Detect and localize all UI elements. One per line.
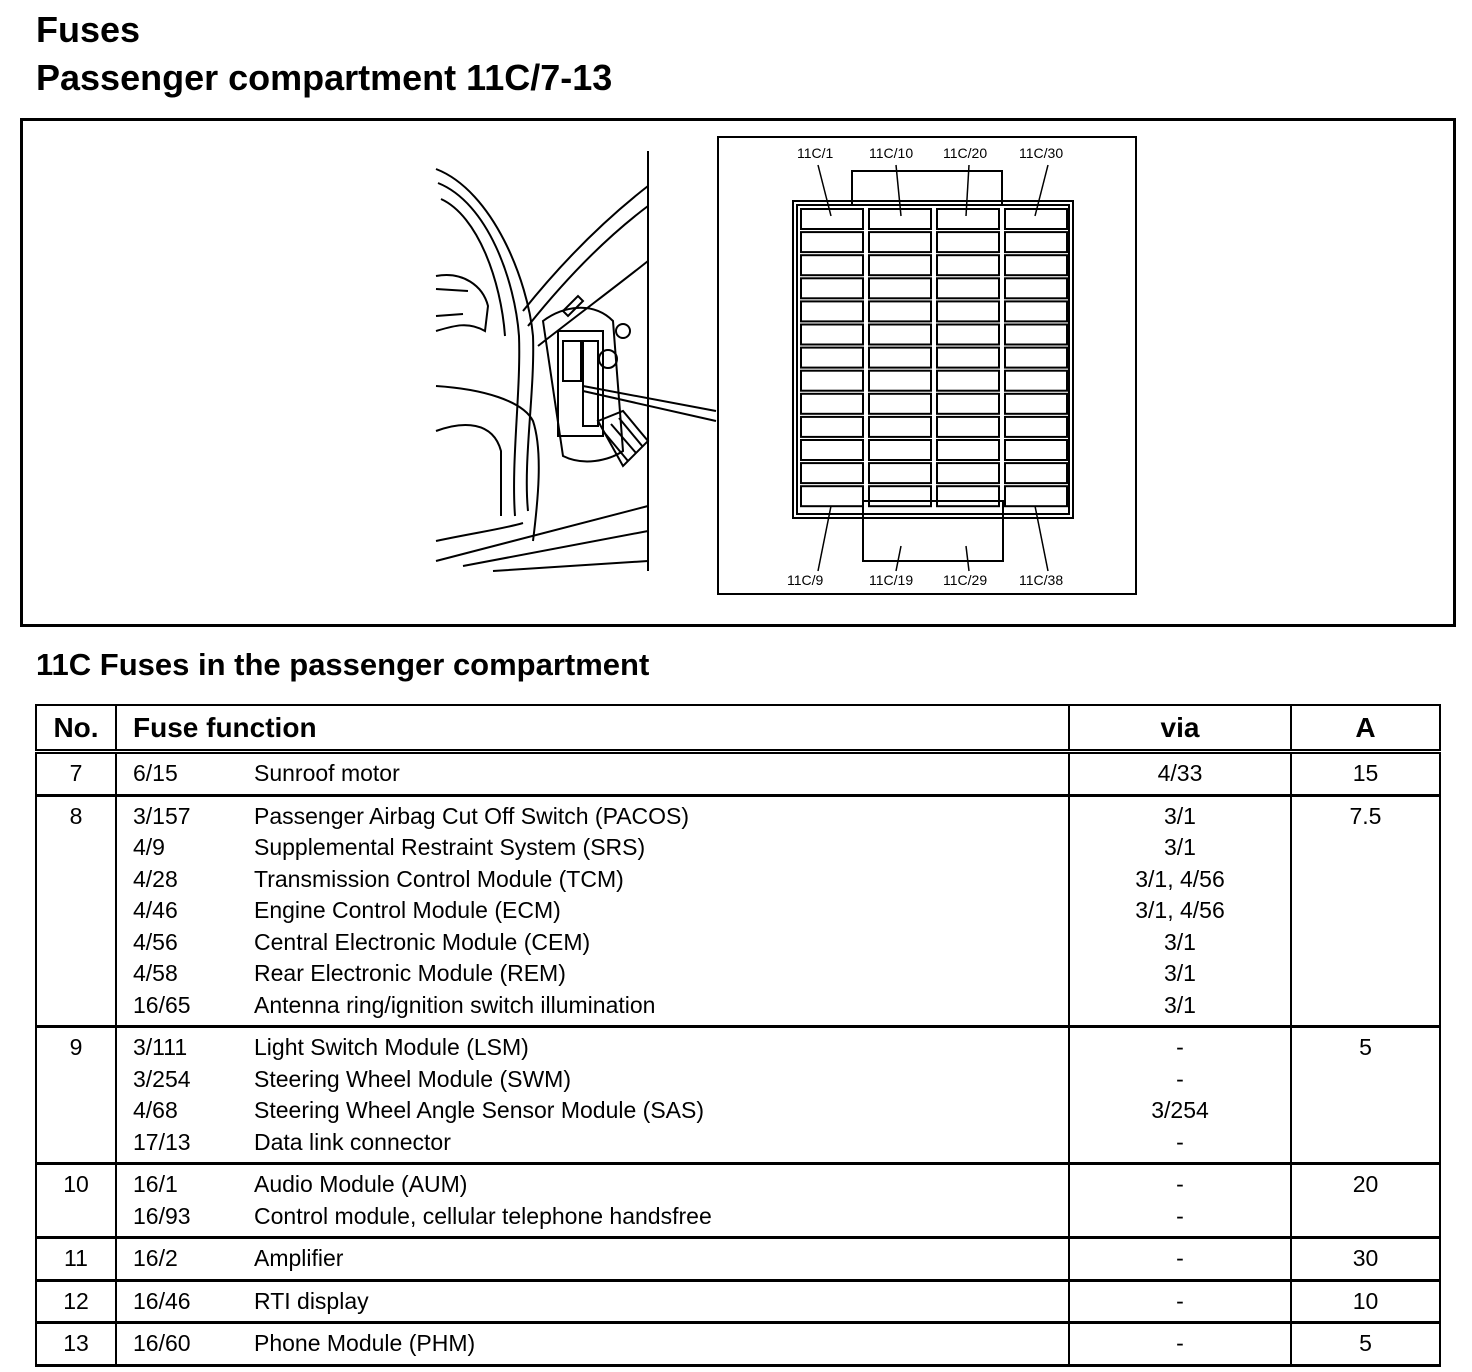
fuse-slot bbox=[1005, 301, 1067, 321]
fuse-slot bbox=[869, 301, 931, 321]
fuse-slot bbox=[937, 255, 999, 275]
component-code: 3/111 bbox=[133, 1034, 188, 1060]
table-row bbox=[36, 1238, 1440, 1281]
fuse-via bbox=[1069, 752, 1291, 796]
component-code: 3/157 bbox=[133, 802, 191, 829]
component-description: Light Switch Module (LSM) bbox=[254, 1034, 529, 1060]
fuse-function bbox=[116, 752, 1069, 796]
fuse-slot bbox=[801, 325, 863, 345]
fuse-number: 11 bbox=[36, 1238, 116, 1281]
component-description: RTI display bbox=[254, 1287, 369, 1314]
component-code: 4/28 bbox=[133, 865, 178, 892]
fuse-slot bbox=[801, 301, 863, 321]
fuse-slot bbox=[1005, 486, 1067, 506]
function-item bbox=[117, 1201, 1068, 1233]
component-code: 17/13 bbox=[133, 1128, 191, 1155]
fuse-slot bbox=[801, 394, 863, 414]
component-description: Central Electronic Module (CEM) bbox=[254, 928, 591, 955]
function-item bbox=[117, 1328, 1068, 1360]
table-row bbox=[36, 1164, 1440, 1238]
fuse-slot bbox=[937, 440, 999, 460]
component-description: Rear Electronic Module (REM) bbox=[254, 960, 566, 986]
column-header-amps: A bbox=[1291, 705, 1440, 752]
fuse-slot bbox=[869, 394, 931, 414]
component-description: Transmission Control Module (TCM) bbox=[254, 865, 624, 892]
table-row bbox=[36, 752, 1440, 796]
fuse-grid bbox=[801, 209, 1067, 506]
function-item bbox=[117, 927, 1068, 959]
fuse-slot bbox=[1005, 394, 1067, 414]
fuse-slot bbox=[869, 278, 931, 298]
component-description: Steering Wheel Angle Sensor Module (SAS) bbox=[254, 1097, 705, 1123]
function-item bbox=[117, 1095, 1068, 1127]
component-code: 4/56 bbox=[133, 928, 178, 955]
component-description: Amplifier bbox=[254, 1245, 344, 1271]
via-value: 3/254 bbox=[1151, 1097, 1209, 1123]
fuse-slot bbox=[869, 232, 931, 252]
fuse-function bbox=[116, 1164, 1069, 1238]
fuse-label-11c-29: 11C/29 bbox=[943, 572, 988, 588]
fuse-slot bbox=[937, 348, 999, 368]
fuse-slot bbox=[801, 255, 863, 275]
component-code: 16/60 bbox=[133, 1330, 191, 1356]
fuse-slot bbox=[1005, 371, 1067, 391]
component-code: 4/46 bbox=[133, 897, 178, 923]
fuse-via bbox=[1069, 1027, 1291, 1164]
fuse-slot bbox=[937, 209, 999, 229]
fuse-function bbox=[116, 1238, 1069, 1281]
component-code: 3/254 bbox=[133, 1065, 191, 1092]
fuse-function bbox=[116, 1027, 1069, 1164]
via-value: 3/1, 4/56 bbox=[1135, 865, 1225, 892]
fuse-function bbox=[116, 1323, 1069, 1366]
fuse-slot bbox=[869, 255, 931, 275]
fuse-slot bbox=[869, 325, 931, 345]
fuse-slot bbox=[1005, 348, 1067, 368]
fuse-slot bbox=[801, 417, 863, 437]
fuse-slot bbox=[801, 371, 863, 391]
function-item bbox=[117, 1286, 1068, 1318]
fuse-function bbox=[116, 795, 1069, 1027]
fuse-amperage: 30 bbox=[1291, 1238, 1440, 1281]
fuse-table bbox=[35, 704, 1441, 1367]
via-value: - bbox=[1176, 1034, 1184, 1060]
fuse-slot bbox=[937, 301, 999, 321]
component-description: Data link connector bbox=[254, 1128, 451, 1155]
fuse-slot bbox=[869, 463, 931, 483]
fuse-slot bbox=[1005, 440, 1067, 460]
component-code: 16/65 bbox=[133, 991, 191, 1018]
fuse-slot bbox=[801, 209, 863, 229]
fuse-number: 10 bbox=[36, 1164, 116, 1238]
fuse-slot bbox=[869, 371, 931, 391]
fuse-box bbox=[793, 171, 1073, 561]
via-value: 3/1 bbox=[1164, 802, 1196, 829]
via-value: - bbox=[1176, 1202, 1184, 1229]
fuse-label-11c-20: 11C/20 bbox=[943, 145, 988, 161]
via-value: - bbox=[1176, 1065, 1184, 1092]
component-code: 4/68 bbox=[133, 1097, 178, 1123]
function-item bbox=[117, 1243, 1068, 1275]
component-description: Steering Wheel Module (SWM) bbox=[254, 1065, 571, 1092]
fuse-amperage: 20 bbox=[1291, 1164, 1440, 1238]
fuse-via bbox=[1069, 795, 1291, 1027]
fuse-slot bbox=[937, 486, 999, 506]
section-title: 11C Fuses in the passenger compartment bbox=[36, 647, 650, 682]
via-value: 3/1 bbox=[1164, 991, 1196, 1018]
page-subtitle: Passenger compartment 11C/7-13 bbox=[36, 57, 613, 98]
dashboard-illustration bbox=[436, 151, 716, 571]
via-value: 3/1 bbox=[1164, 960, 1196, 986]
function-item bbox=[117, 801, 1068, 833]
fuse-slot bbox=[1005, 463, 1067, 483]
component-description: Control module, cellular telephone handsfree bbox=[254, 1202, 712, 1229]
fuse-amperage: 15 bbox=[1291, 752, 1440, 796]
fuse-slot bbox=[937, 325, 999, 345]
figure-drawing bbox=[23, 121, 1453, 624]
function-item bbox=[117, 864, 1068, 896]
table-row bbox=[36, 1280, 1440, 1323]
via-value: 4/33 bbox=[1157, 760, 1203, 786]
fuse-function bbox=[116, 1280, 1069, 1323]
fuse-slot bbox=[937, 371, 999, 391]
component-description: Phone Module (PHM) bbox=[254, 1330, 476, 1356]
fuse-slot bbox=[869, 417, 931, 437]
via-value: - bbox=[1176, 1287, 1184, 1314]
component-code: 4/58 bbox=[133, 960, 178, 986]
function-item bbox=[117, 895, 1068, 927]
fuse-label-11c-38: 11C/38 bbox=[1019, 572, 1064, 588]
fuse-slot bbox=[1005, 417, 1067, 437]
fuse-label-11c-1: 11C/1 bbox=[797, 145, 834, 161]
component-code: 6/15 bbox=[133, 760, 178, 786]
component-description: Audio Module (AUM) bbox=[254, 1171, 468, 1197]
component-code: 16/1 bbox=[133, 1171, 178, 1197]
fuse-label-11c-19: 11C/19 bbox=[869, 572, 914, 588]
fuse-slot bbox=[801, 440, 863, 460]
fuse-amperage: 5 bbox=[1291, 1323, 1440, 1366]
column-header-via: via bbox=[1069, 705, 1291, 752]
via-value: 3/1 bbox=[1164, 928, 1196, 955]
fuse-number: 13 bbox=[36, 1323, 116, 1366]
column-header-no: No. bbox=[36, 705, 116, 752]
fuse-via bbox=[1069, 1164, 1291, 1238]
function-item bbox=[117, 832, 1068, 864]
fuse-slot bbox=[1005, 278, 1067, 298]
function-item bbox=[117, 990, 1068, 1022]
fuse-via bbox=[1069, 1323, 1291, 1366]
column-header-function: Fuse function bbox=[116, 705, 1069, 752]
fuse-slot bbox=[937, 417, 999, 437]
function-item bbox=[117, 758, 1068, 790]
fuse-table-body bbox=[36, 752, 1440, 1366]
fuse-number: 9 bbox=[36, 1027, 116, 1164]
function-item bbox=[117, 1032, 1068, 1064]
fuse-slot bbox=[1005, 325, 1067, 345]
via-value: - bbox=[1176, 1330, 1184, 1356]
component-description: Supplemental Restraint System (SRS) bbox=[254, 834, 646, 860]
fuse-location-figure bbox=[20, 118, 1456, 627]
page-title: Fuses bbox=[36, 9, 141, 50]
component-description: Antenna ring/ignition switch illumination bbox=[254, 991, 656, 1018]
component-description: Engine Control Module (ECM) bbox=[254, 897, 561, 923]
fuse-number: 8 bbox=[36, 795, 116, 1027]
via-value: 3/1 bbox=[1164, 834, 1196, 860]
fuse-number: 7 bbox=[36, 752, 116, 796]
fuse-slot bbox=[1005, 255, 1067, 275]
table-row bbox=[36, 1027, 1440, 1164]
fuse-slot bbox=[869, 440, 931, 460]
component-description: Passenger Airbag Cut Off Switch (PACOS) bbox=[254, 802, 690, 829]
function-item bbox=[117, 1127, 1068, 1159]
component-code: 16/2 bbox=[133, 1245, 178, 1271]
via-value: 3/1, 4/56 bbox=[1135, 897, 1225, 923]
fuse-label-11c-9: 11C/9 bbox=[787, 572, 824, 588]
fuse-slot bbox=[801, 278, 863, 298]
table-row bbox=[36, 795, 1440, 1027]
fuse-slot bbox=[937, 232, 999, 252]
fuse-slot bbox=[801, 348, 863, 368]
function-item bbox=[117, 1169, 1068, 1201]
fuse-via bbox=[1069, 1238, 1291, 1281]
fuse-slot bbox=[869, 348, 931, 368]
fuse-slot bbox=[937, 394, 999, 414]
fuse-amperage: 10 bbox=[1291, 1280, 1440, 1323]
table-header-row bbox=[36, 705, 1440, 752]
via-value: - bbox=[1176, 1171, 1184, 1197]
fuse-amperage: 5 bbox=[1291, 1027, 1440, 1164]
fuse-label-11c-30: 11C/30 bbox=[1019, 145, 1064, 161]
fuse-slot bbox=[801, 463, 863, 483]
function-item bbox=[117, 1064, 1068, 1096]
fuse-number: 12 bbox=[36, 1280, 116, 1323]
component-code: 4/9 bbox=[133, 834, 165, 860]
fuse-slot bbox=[1005, 232, 1067, 252]
fuse-slot bbox=[801, 486, 863, 506]
fuse-slot bbox=[869, 486, 931, 506]
component-code: 16/93 bbox=[133, 1202, 191, 1229]
via-value: - bbox=[1176, 1245, 1184, 1271]
fuse-slot bbox=[937, 278, 999, 298]
function-item bbox=[117, 958, 1068, 990]
fuse-via bbox=[1069, 1280, 1291, 1323]
fuse-amperage: 7.5 bbox=[1291, 795, 1440, 1027]
fuse-label-11c-10: 11C/10 bbox=[869, 145, 914, 161]
table-row bbox=[36, 1323, 1440, 1366]
fuse-slot bbox=[801, 232, 863, 252]
via-value: - bbox=[1176, 1128, 1184, 1155]
component-description: Sunroof motor bbox=[254, 760, 400, 786]
component-code: 16/46 bbox=[133, 1287, 191, 1314]
fuse-slot bbox=[937, 463, 999, 483]
